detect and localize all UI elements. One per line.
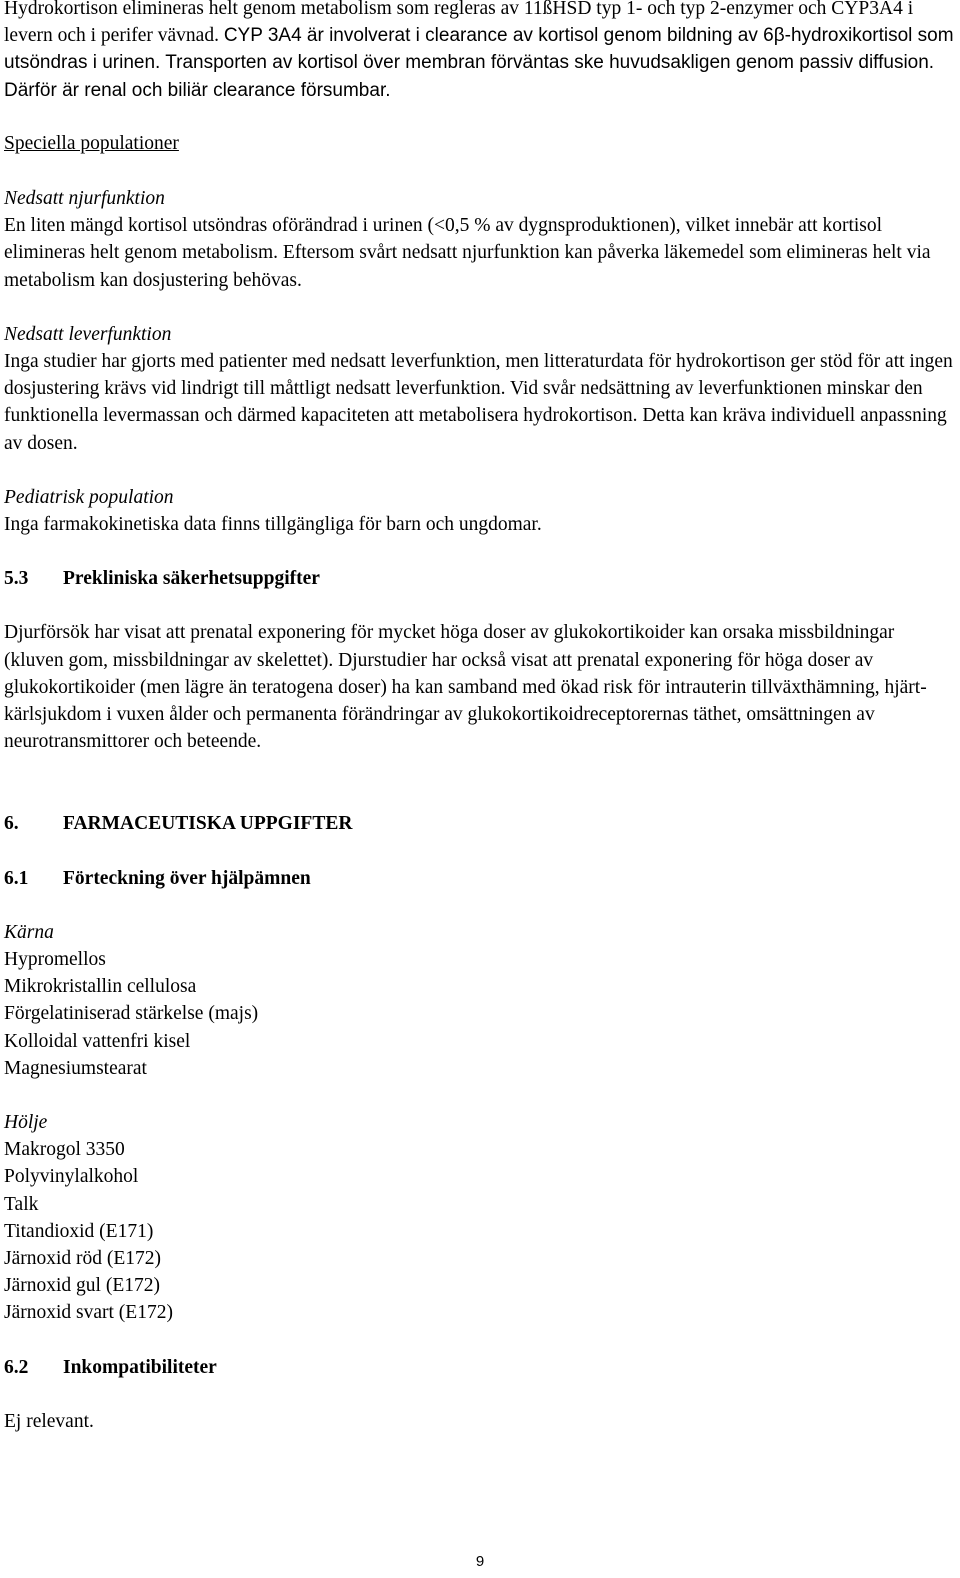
list-item: Mikrokristallin cellulosa bbox=[4, 976, 197, 998]
renal-impairment-text: En liten mängd kortisol utsöndras oförändrad i urinen (<0,5 % av dygnsproduktionen), vilket innebär att kortisol elimineras helt genom metabolism. Eftersom svårt nedsatt njurfunktion kan påverka läkemedel som elimineras helt via metabolism kan dosjustering behövas. bbox=[4, 215, 931, 291]
section-number: 5.3 bbox=[4, 568, 29, 590]
list-item: Magnesiumstearat bbox=[4, 1057, 147, 1079]
renal-impairment-heading: Nedsatt njurfunktion bbox=[4, 188, 165, 210]
section-number: 6. bbox=[4, 813, 19, 835]
list-item: Järnoxid gul (E172) bbox=[4, 1275, 160, 1297]
section-title: FARMACEUTISKA UPPGIFTER bbox=[63, 813, 353, 835]
pediatric-text: Inga farmakokinetiska data finns tillgängliga för barn och ungdomar. bbox=[4, 514, 542, 536]
hepatic-impairment-heading: Nedsatt leverfunktion bbox=[4, 323, 172, 345]
special-populations-heading: Speciella populationer bbox=[4, 132, 179, 154]
section-title: Prekliniska säkerhetsuppgifter bbox=[63, 568, 320, 590]
list-item: Makrogol 3350 bbox=[4, 1139, 125, 1161]
list-item: Polyvinylalkohol bbox=[4, 1166, 139, 1188]
list-item: Järnoxid svart (E172) bbox=[4, 1302, 173, 1324]
preclinical-text: Djurförsök har visat att prenatal exponering för mycket höga doser av glukokortikoider kan orsaka missbildningar (kluven gom, missbildningar av skelettet). Djurstudier har också visat att prenatal exponering för höga doser av glukokortikoider (men lägre än teratogena doser) ha kan samband med ökad risk för intrauterin tillväxthämning, hjärt-kärlsjukdom i vuxen ålder och permanenta förändringar av glukokortikoidreceptorernas täthet, omsättningen av neurotransmittorer och beteende. bbox=[4, 622, 927, 753]
core-heading: Kärna bbox=[4, 921, 54, 943]
list-item: Kolloidal vattenfri kisel bbox=[4, 1030, 191, 1052]
list-item: Järnoxid röd (E172) bbox=[4, 1247, 162, 1269]
list-item: Titandioxid (E171) bbox=[4, 1220, 154, 1242]
section-6-2-heading bbox=[4, 1354, 958, 1381]
hepatic-impairment-text: Inga studier har gjorts med patienter med nedsatt leverfunktion, men litteraturdata för hydrokortison ger stöd för att ingen dosjustering krävs vid lindrigt till måttligt nedsatt leverfunktion. Vid svår nedsättning av leverfunktionen minskar den funktionella levermassan och därmed kapaciteten att metabolisera hydrokortison. Detta kan kräva individuell anpassning av dosen. bbox=[4, 351, 953, 454]
list-item: Förgelatiniserad stärkelse (majs) bbox=[4, 1003, 259, 1025]
section-6-1-heading bbox=[4, 865, 958, 892]
coating-excipient-list bbox=[4, 1136, 958, 1326]
section-number: 6.2 bbox=[4, 1356, 29, 1378]
coating-heading: Hölje bbox=[4, 1112, 48, 1134]
intro-text-serif: Hydrokortison elimineras helt genom metabolism som regleras av 11ßHSD typ 1- och typ 2-enzymer och CYP3A4 i levern och i perifer vävnad. bbox=[4, 0, 914, 47]
list-item: Talk bbox=[4, 1193, 39, 1215]
intro-text-sans: CYP 3A4 är involverat i clearance av kortisol genom bildning av 6β-hydroxikortisol som utsöndras i urinen. Transporten av kortisol över membran förväntas ske huvudsakligen genom passiv diffusion. Därför är renal och biliär clearance försumbar. bbox=[4, 25, 954, 101]
core-excipient-list bbox=[4, 946, 958, 1082]
section-title: Inkompatibiliteter bbox=[63, 1356, 217, 1378]
section-number: 6.1 bbox=[4, 867, 29, 889]
section-5-3-heading bbox=[4, 565, 958, 592]
incompatibilities-text: Ej relevant. bbox=[4, 1410, 94, 1432]
document-page bbox=[4, 0, 958, 1435]
page-number: 9 bbox=[475, 1553, 485, 1570]
pediatric-heading: Pediatrisk population bbox=[4, 486, 174, 508]
section-6-heading bbox=[4, 810, 958, 837]
section-title: Förteckning över hjälpämnen bbox=[63, 867, 311, 889]
intro-paragraph bbox=[4, 0, 958, 104]
list-item: Hypromellos bbox=[4, 949, 106, 971]
